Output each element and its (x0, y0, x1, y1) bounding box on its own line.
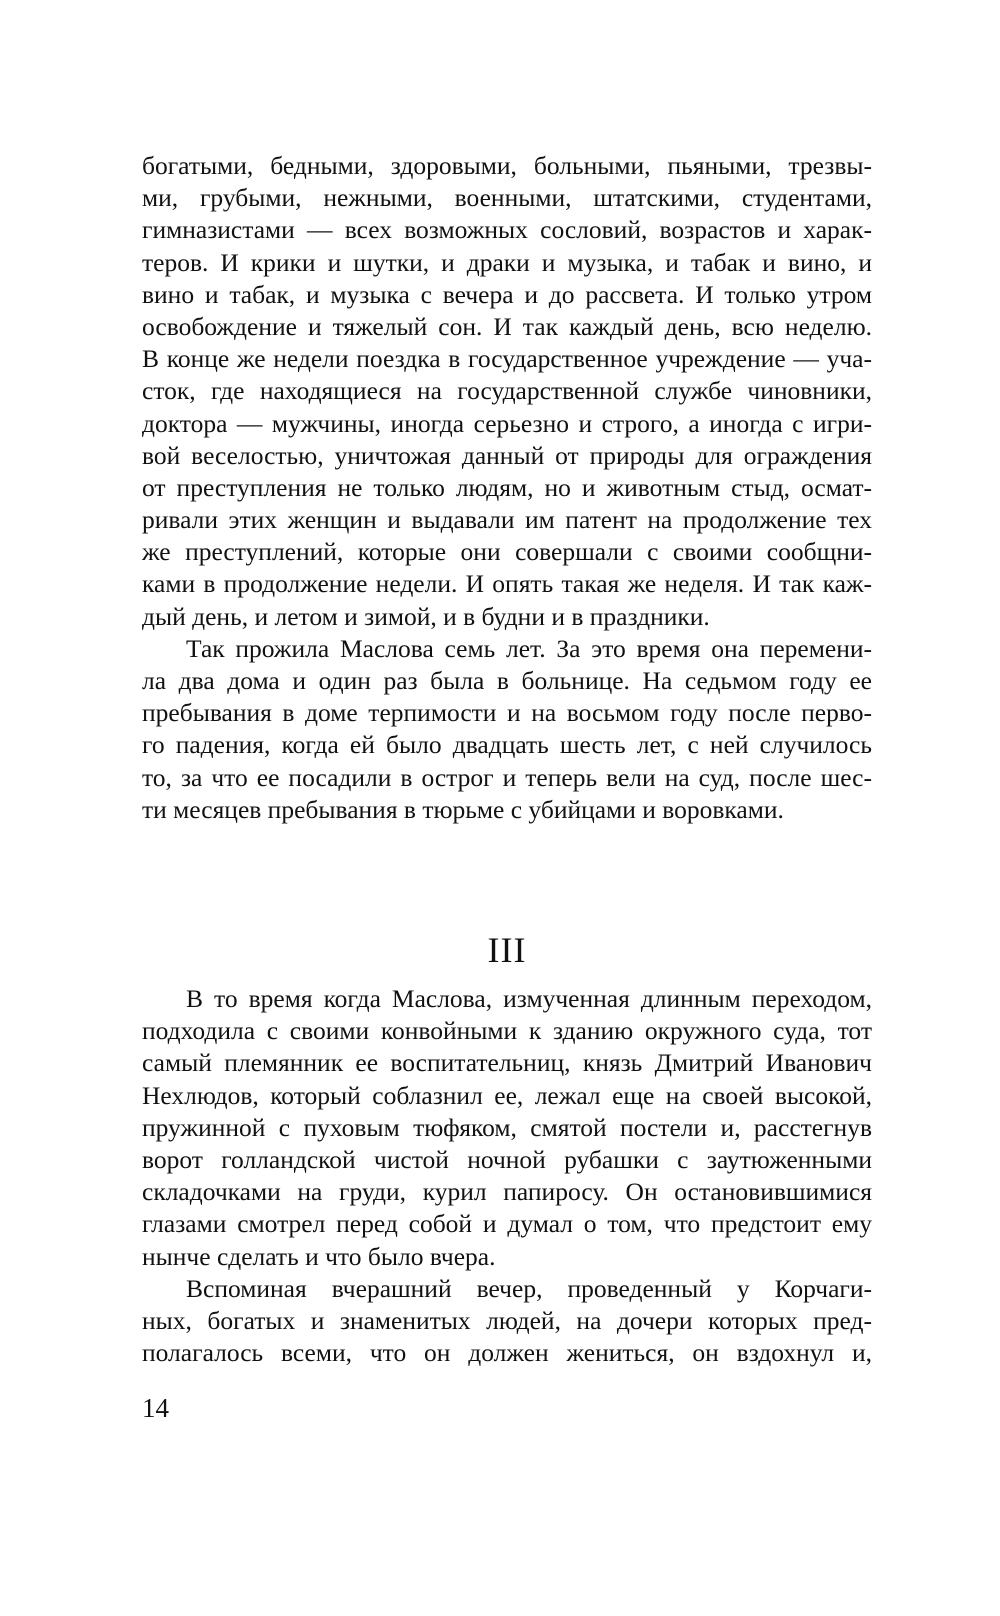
text-line: глазами смотрел перед собой и думал о том, что предстоит ему (142, 1209, 872, 1239)
chapter-heading: III (487, 930, 527, 970)
paragraph-4 (142, 1273, 872, 1370)
page-number: 14 (142, 1393, 169, 1423)
text-column-bottom (142, 983, 872, 1369)
text-line: доктора — мужчины, иногда серьезно и строго, а иногда с игри- (142, 408, 872, 438)
text-line: же преступлений, которые они совершали с своими сообщни- (142, 537, 872, 567)
text-line: го падения, когда ей было двадцать шесть лет, с ней случилось (142, 730, 872, 760)
text-line: освобождение и тяжелый сон. И так каждый день, всю неделю. (142, 311, 872, 341)
text-line: вой веселостью, уничтожая данный от природы для ограждения (142, 440, 872, 470)
text-line: от преступления не только людям, но и животным стыд, осмат- (142, 472, 872, 502)
text-line: нынче сделать и что было вчера. (142, 1241, 496, 1271)
text-line: Вспоминая вчерашний вечер, проведенный у Корчаги- (186, 1273, 872, 1303)
text-line: пружинной с пуховым тюфяком, смятой постели и, расстегнув (142, 1112, 872, 1142)
paragraph-1 (142, 150, 872, 633)
text-line: самый племянник ее воспитательниц, князь Дмитрий Иванович (142, 1048, 872, 1078)
text-line: пребывания в доме терпимости и на восьмом году после перво- (142, 698, 872, 728)
text-line: ти месяцев пребывания в тюрьме с убийцами и воровками. (142, 794, 784, 824)
text-line: подходила с своими конвойными к зданию окружного суда, тот (142, 1016, 872, 1046)
text-line: богатыми, бедными, здоровыми, больными, пьяными, трезвы- (142, 151, 872, 180)
text-line: полагалось всеми, что он должен жениться, он вздохнул и, (142, 1338, 872, 1368)
text-line: сток, где находящиеся на государственной службе чиновники, (142, 376, 872, 406)
text-line: Так прожила Маслова семь лет. За это время она перемени- (186, 633, 872, 663)
text-line: Нехлюдов, который соблазнил ее, лежал еще на своей высокой, (142, 1080, 872, 1110)
text-line: ми, грубыми, нежными, военными, штатскими, студентами, (142, 183, 872, 213)
text-line: ла два дома и один раз была в больнице. На седьмом году ее (142, 666, 872, 695)
text-line: гимназистами — всех возможных сословий, возрастов и харак- (142, 215, 872, 245)
text-line: ками в продолжение недели. И опять такая же неделя. И так каж- (142, 569, 872, 599)
text-line: ривали этих женщин и выдавали им патент на продолжение тех (142, 505, 872, 535)
text-line: ворот голландской чистой ночной рубашки с заутюженными (142, 1144, 872, 1174)
paragraph-2 (142, 633, 872, 826)
paragraph-3 (142, 983, 872, 1273)
text-line: вино и табак, и музыка с вечера и до рассвета. И только утром (142, 279, 872, 309)
text-line: В конце же недели поездка в государственное учреждение — уча- (142, 344, 872, 374)
text-column-top (142, 150, 872, 826)
text-line: В то время когда Маслова, измученная длинным переходом, (186, 984, 872, 1013)
text-line: дый день, и летом и зимой, и в будни и в праздники. (142, 601, 710, 631)
text-line: ных, богатых и знаменитых людей, на дочери которых пред- (142, 1305, 872, 1335)
text-line: теров. И крики и шутки, и драки и музыка, и табак и вино, и (142, 247, 872, 277)
text-line: складочками на груди, курил папиросу. Он остановившимися (142, 1177, 872, 1207)
text-line: то, за что ее посадили в острог и теперь вели на суд, после шес- (142, 762, 872, 792)
